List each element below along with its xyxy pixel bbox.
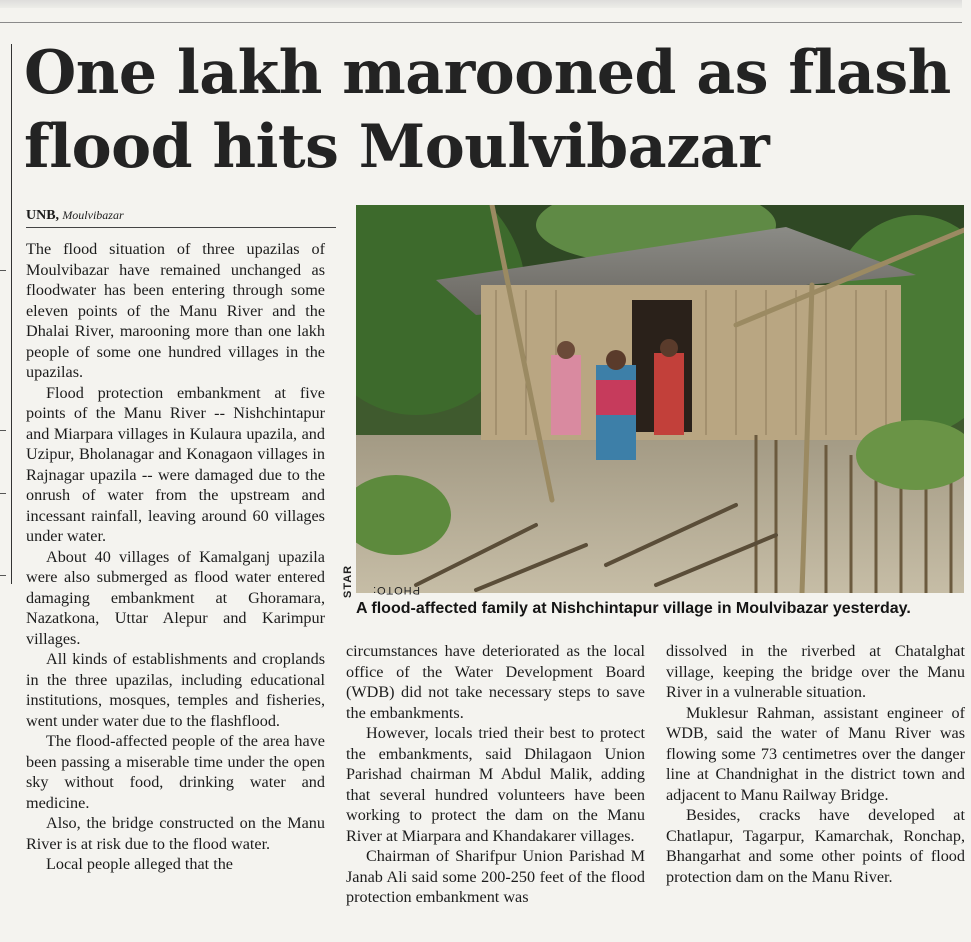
photo-credit [340,520,420,600]
headline: One lakh marooned as flash flood hits Moulvibazar [24,38,951,182]
paragraph: About 40 villages of Kamalganj upazila were also submerged as flood water entered damaging embankment at Ghoramara, Nazatkona, Uttar Alepur and Karimpur villages. [26,547,325,648]
paragraph: Flood protection embankment at five points of the Manu River -- Nishchintapur and Miarpara villages in Kulaura upazila, and Uzipur, Bholanagar and Konagaon villages in Rajnagar upazila -- were damaged due to the onrush of water from the upstream and incessant rainfall, leaving around 60 villages under water. [26,383,325,545]
photo-credit-name: STAR [342,564,354,598]
article-column-2 [346,641,645,908]
margin-tick [0,430,6,431]
photo-caption: A flood-affected family at Nishchintapur village in Moulvibazar yesterday. [356,600,911,617]
top-divider [0,22,962,23]
previous-article-strip [0,0,962,8]
paragraph: dissolved in the riverbed at Chatalghat village, keeping the bridge over the Manu River in a vulnerable situation. [666,642,965,701]
byline-place: Moulvibazar [62,208,124,222]
paragraph: Local people alleged that the [46,855,233,873]
margin-tick [0,270,6,271]
article-column-1 [26,239,325,875]
byline-agency: UNB, [26,208,60,223]
paragraph: Also, the bridge constructed on the Manu River is at risk due to the flood water. [26,814,325,853]
photo-credit-prefix: PHOTO: [372,584,420,596]
margin-tick [0,493,6,494]
paragraph: Chairman of Sharifpur Union Parishad M Janab Ali said some 200-250 feet of the flood protection embankment was [346,847,645,906]
flood-photo [356,205,964,593]
paragraph: All kinds of establishments and croplands in the three upazilas, including educational institutions, mosques, temples and fisheries, went under water due to the flashflood. [26,650,325,730]
paragraph: circumstances have deteriorated as the local office of the Water Development Board (WDB) did not take necessary steps to save the embankments. [346,642,645,722]
paragraph: The flood situation of three upazilas of Moulvibazar have remained unchanged as floodwater has been entering through some eleven points of the Manu River and the Dhalai River, marooning more than one lakh people of some one hundred villages in the upazilas. [26,240,325,381]
byline [26,207,336,228]
margin-tick [0,575,6,576]
paragraph: Muklesur Rahman, assistant engineer of WDB, said the water of Manu River was flowing some 73 centimetres over the danger line at Chandnighat in the district town and adjacent to Manu Railway Bridge. [666,703,965,804]
paragraph: Besides, cracks have developed at Chatlapur, Tagarpur, Kamarchak, Ronchap, Bhangarhat and some other points of flood protection dam on the Manu River. [666,806,965,886]
paragraph: The flood-affected people of the area have been passing a miserable time under the open sky without food, drinking water and medicine. [26,732,325,812]
paragraph: However, locals tried their best to protect the embankments, said Dhilagaon Union Parishad chairman M Abdul Malik, adding that several hundred volunteers have been working to protect the dam on the Manu River at Miarpara and Khandakarer villages. [346,724,645,845]
article-column-3 [666,641,965,887]
left-column-rule [11,44,12,584]
